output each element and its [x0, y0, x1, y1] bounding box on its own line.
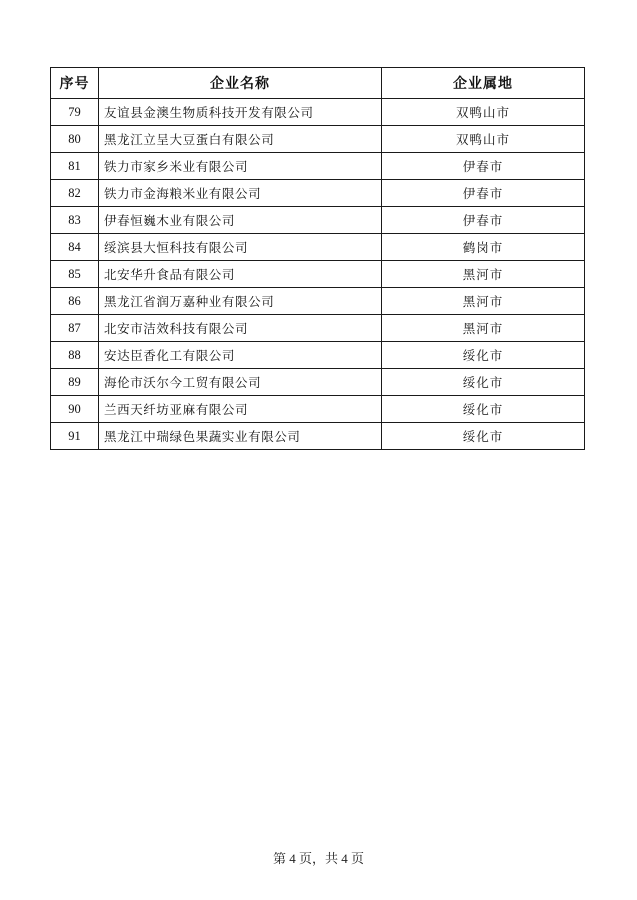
header-enterprise-location: 企业属地	[382, 68, 585, 99]
enterprise-name-cell: 海伦市沃尔今工贸有限公司	[99, 369, 382, 396]
table-row	[51, 288, 585, 315]
table-row	[51, 153, 585, 180]
enterprise-location-cell: 黑河市	[382, 261, 585, 288]
enterprise-location-cell: 伊春市	[382, 207, 585, 234]
serial-number-cell: 80	[51, 126, 99, 153]
enterprise-name-cell: 北安华升食品有限公司	[99, 261, 382, 288]
table-row	[51, 315, 585, 342]
enterprise-location-cell: 黑河市	[382, 315, 585, 342]
enterprise-location-cell: 绥化市	[382, 423, 585, 450]
enterprise-name-cell: 铁力市金海粮米业有限公司	[99, 180, 382, 207]
enterprise-name-cell: 友谊县金澳生物质科技开发有限公司	[99, 99, 382, 126]
serial-number-cell: 84	[51, 234, 99, 261]
table-body	[51, 99, 585, 450]
serial-number-cell: 88	[51, 342, 99, 369]
table-row	[51, 396, 585, 423]
header-serial-number: 序号	[51, 68, 99, 99]
enterprise-name-cell: 黑龙江中瑞绿色果蔬实业有限公司	[99, 423, 382, 450]
table-row	[51, 99, 585, 126]
table-row	[51, 369, 585, 396]
table-header-row	[51, 68, 585, 99]
serial-number-cell: 82	[51, 180, 99, 207]
serial-number-cell: 90	[51, 396, 99, 423]
serial-number-cell: 89	[51, 369, 99, 396]
table-row	[51, 234, 585, 261]
table-row	[51, 261, 585, 288]
enterprise-name-cell: 黑龙江省润万嘉种业有限公司	[99, 288, 382, 315]
table-row	[51, 423, 585, 450]
serial-number-cell: 81	[51, 153, 99, 180]
enterprise-location-cell: 绥化市	[382, 396, 585, 423]
serial-number-cell: 87	[51, 315, 99, 342]
enterprise-name-cell: 安达臣香化工有限公司	[99, 342, 382, 369]
table-row	[51, 180, 585, 207]
enterprise-name-cell: 兰西天纤坊亚麻有限公司	[99, 396, 382, 423]
page-footer: 第 4 页，共 4 页	[272, 851, 364, 866]
enterprise-name-cell: 伊春恒巍木业有限公司	[99, 207, 382, 234]
enterprise-name-cell: 北安市洁效科技有限公司	[99, 315, 382, 342]
enterprise-name-cell: 铁力市家乡米业有限公司	[99, 153, 382, 180]
enterprise-location-cell: 双鸭山市	[382, 99, 585, 126]
serial-number-cell: 91	[51, 423, 99, 450]
serial-number-cell: 79	[51, 99, 99, 126]
header-enterprise-name: 企业名称	[99, 68, 382, 99]
enterprise-location-cell: 鹤岗市	[382, 234, 585, 261]
enterprise-name-cell: 黑龙江立呈大豆蛋白有限公司	[99, 126, 382, 153]
enterprise-table	[50, 67, 585, 450]
enterprise-location-cell: 黑河市	[382, 288, 585, 315]
enterprise-location-cell: 绥化市	[382, 342, 585, 369]
enterprise-location-cell: 绥化市	[382, 369, 585, 396]
serial-number-cell: 86	[51, 288, 99, 315]
enterprise-name-cell: 绥滨县大恒科技有限公司	[99, 234, 382, 261]
table-row	[51, 342, 585, 369]
serial-number-cell: 85	[51, 261, 99, 288]
table-row	[51, 126, 585, 153]
serial-number-cell: 83	[51, 207, 99, 234]
enterprise-location-cell: 伊春市	[382, 180, 585, 207]
enterprise-location-cell: 双鸭山市	[382, 126, 585, 153]
table-row	[51, 207, 585, 234]
enterprise-location-cell: 伊春市	[382, 153, 585, 180]
